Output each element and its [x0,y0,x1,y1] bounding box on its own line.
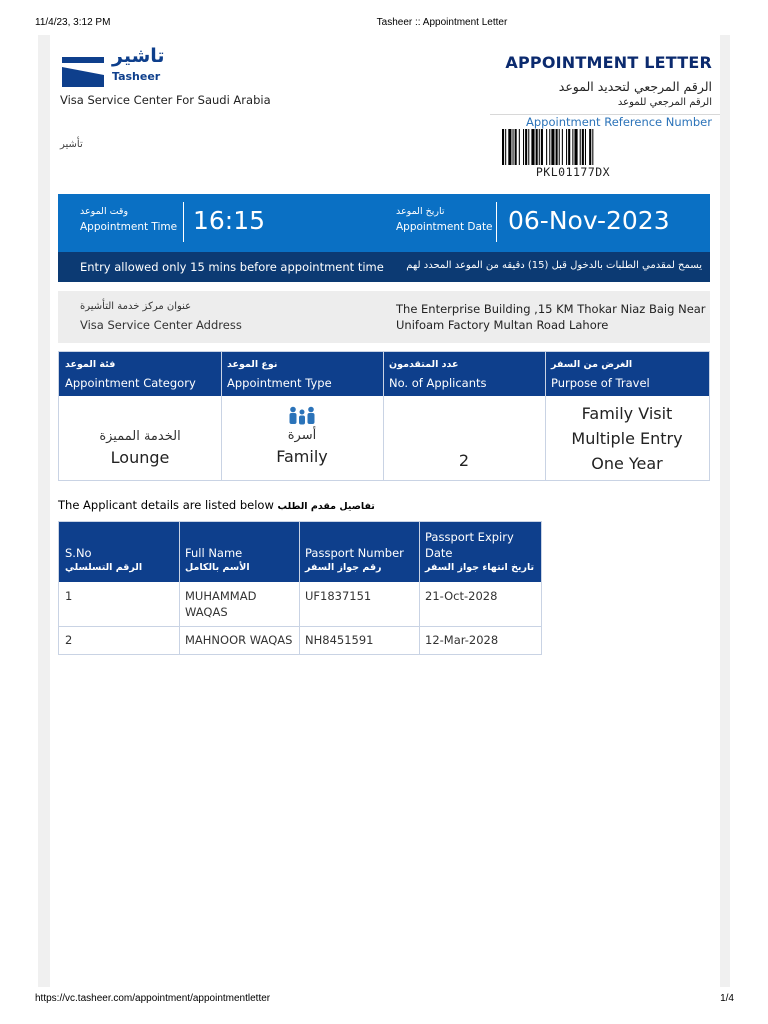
category-arabic: الخدمة المميزة [99,429,181,444]
barcode-bar [508,129,511,165]
header-passport-expiry [419,522,541,582]
header-sno-arabic: الرقم التسلسلي [65,562,143,573]
ref-number-value: PKL01177DX [535,165,611,179]
barcode-bar [572,129,573,165]
applicants-heading [58,498,375,512]
header-full-name-label: Full Name [185,546,243,560]
col-divider [419,522,420,654]
barcode-bar [502,129,504,165]
print-url: https://vc.tasheer.com/appointment/appointmentletter [35,993,271,1004]
page-background [38,35,730,987]
barcode-bar [539,129,540,165]
time-label-arabic: وقت الموعد [80,206,129,217]
purpose-line1: Family Visit [581,404,673,423]
barcode-bar [562,129,563,165]
barcode-bar [589,129,591,165]
time-value: 16:15 [193,206,266,235]
header-passport-expiry-label: Passport Expiry Date [425,530,514,560]
barcode-bar [505,129,506,165]
header-category-arabic: فئة الموعد [65,359,116,370]
purpose-cell [545,396,709,480]
col-divider [179,522,180,654]
time-label: Appointment Time [80,221,178,233]
barcode-bar [556,129,558,165]
header-passport-number-arabic: رقم جواز السفر [305,562,382,573]
barcode-bar [513,129,514,165]
header-applicants [383,352,545,396]
header-passport-number-label: Passport Number [305,546,404,560]
header-category-label: Appointment Category [65,376,196,390]
barcode-bar [525,129,527,165]
header-purpose-arabic: الغرض من السفر [551,359,633,370]
service-center-subtitle: Visa Service Center For Saudi Arabia [60,93,271,107]
page-title: APPOINTMENT LETTER [505,53,712,72]
header-full-name [179,522,299,582]
barcode-bar [580,129,581,165]
date-label: Appointment Date [396,221,493,233]
applicants-table [58,521,542,655]
barcode-bar [551,129,554,165]
header-category [59,352,221,396]
barcode-bar [568,129,570,165]
type-cell [221,396,383,480]
barcode-bar [559,129,560,165]
header-type-label: Appointment Type [227,376,332,390]
applicants-cell [383,396,545,480]
row-passport-number: NH8451591 [305,633,374,647]
ref-number-label: Appointment Reference Number [526,115,712,129]
ref-arabic-line1: الرقم المرجعي لتحديد الموعد [558,79,712,94]
header-applicants-label: No. of Applicants [389,376,487,390]
applicants-heading-text: The Applicant details are listed below [58,498,274,512]
category-cell [59,396,221,480]
col-divider [299,522,300,654]
row-sno: 2 [65,633,73,647]
entry-notice-bar [58,252,710,282]
row-sno: 1 [65,589,73,603]
row-divider [59,626,541,627]
header-sno-label: S.No [65,546,92,560]
category-value: Lounge [110,448,170,467]
header-sno [59,522,179,582]
date-divider [496,202,497,242]
tasheer-logo [62,45,172,99]
header-purpose-label: Purpose of Travel [551,376,650,390]
time-divider [183,202,184,242]
applicants-value: 2 [458,451,470,470]
row-full-name: MUHAMMAD WAQAS [185,589,257,619]
barcode-icon [502,129,644,165]
ref-arabic-line2: الرقم المرجعي للموعد [617,97,712,108]
logo-english-text: Tasheer [112,70,161,83]
barcode-bar [592,129,593,165]
address-value [396,301,706,333]
purpose-line3: One Year [591,454,663,473]
header-type [221,352,383,396]
address-box [58,291,710,343]
entry-notice: Entry allowed only 15 mins before appointment time [80,260,384,274]
barcode-bar [541,129,543,165]
family-icon [288,406,316,426]
tasheer-arabic-small: تأشير [60,139,83,150]
address-label-arabic: عنوان مركز خدمة التأشيرة [80,301,192,312]
purpose-line2: Multiple Entry [571,429,683,448]
barcode-bar [546,129,547,165]
row-passport-expiry: 12-Mar-2028 [425,633,499,647]
row-full-name: MAHNOOR WAQAS [185,633,293,647]
print-page-title: Tasheer :: Appointment Letter [376,17,508,28]
applicants-heading-arabic: تفاصيل مقدم الطلب [277,501,375,512]
barcode-bar [515,129,517,165]
header-passport-expiry-arabic: تاريخ انتهاء جواز السفر [425,562,535,573]
barcode-bar [519,129,520,165]
date-label-arabic: تاريخ الموعد [396,206,445,217]
address-line1: The Enterprise Building ,15 KM Thokar Niaz Baig Near [396,302,706,316]
barcode-bar [585,129,586,165]
barcode-bar [566,129,567,165]
entry-notice-arabic: يسمح لمقدمي الطلبات بالدخول قبل (15) دقيقه من الموعد المحدد لهم [406,260,702,271]
header-type-arabic: نوع الموعد [227,359,278,370]
type-arabic: أسرة [287,428,317,443]
appointment-details-table [58,351,710,481]
header-purpose [545,352,709,396]
header-full-name-arabic: الأسم بالكامل [185,562,250,573]
barcode-bar [549,129,550,165]
barcode-bar [531,129,534,165]
appointment-time-date-bar [58,194,710,252]
details-table-header [59,352,709,396]
address-line2: Unifoam Factory Multan Road Lahore [396,318,609,332]
address-label: Visa Service Center Address [80,318,242,332]
print-datetime: 11/4/23, 3:12 PM [35,17,111,28]
row-passport-expiry: 21-Oct-2028 [425,589,498,603]
print-page-number: 1/4 [720,993,734,1004]
barcode-bar [523,129,524,165]
barcode-bar [536,129,538,165]
applicants-table-header [59,522,541,582]
logo-arabic-text: تاشير [112,45,165,67]
date-value: 06-Nov-2023 [508,206,670,235]
barcode-bar [574,129,577,165]
type-value: Family [276,447,328,466]
appointment-letter [50,35,720,987]
barcode-bar [582,129,584,165]
barcode-bar [528,129,529,165]
header-applicants-arabic: عدد المتقدمون [389,359,459,370]
header-passport-number [299,522,419,582]
row-passport-number: UF1837151 [305,589,372,603]
